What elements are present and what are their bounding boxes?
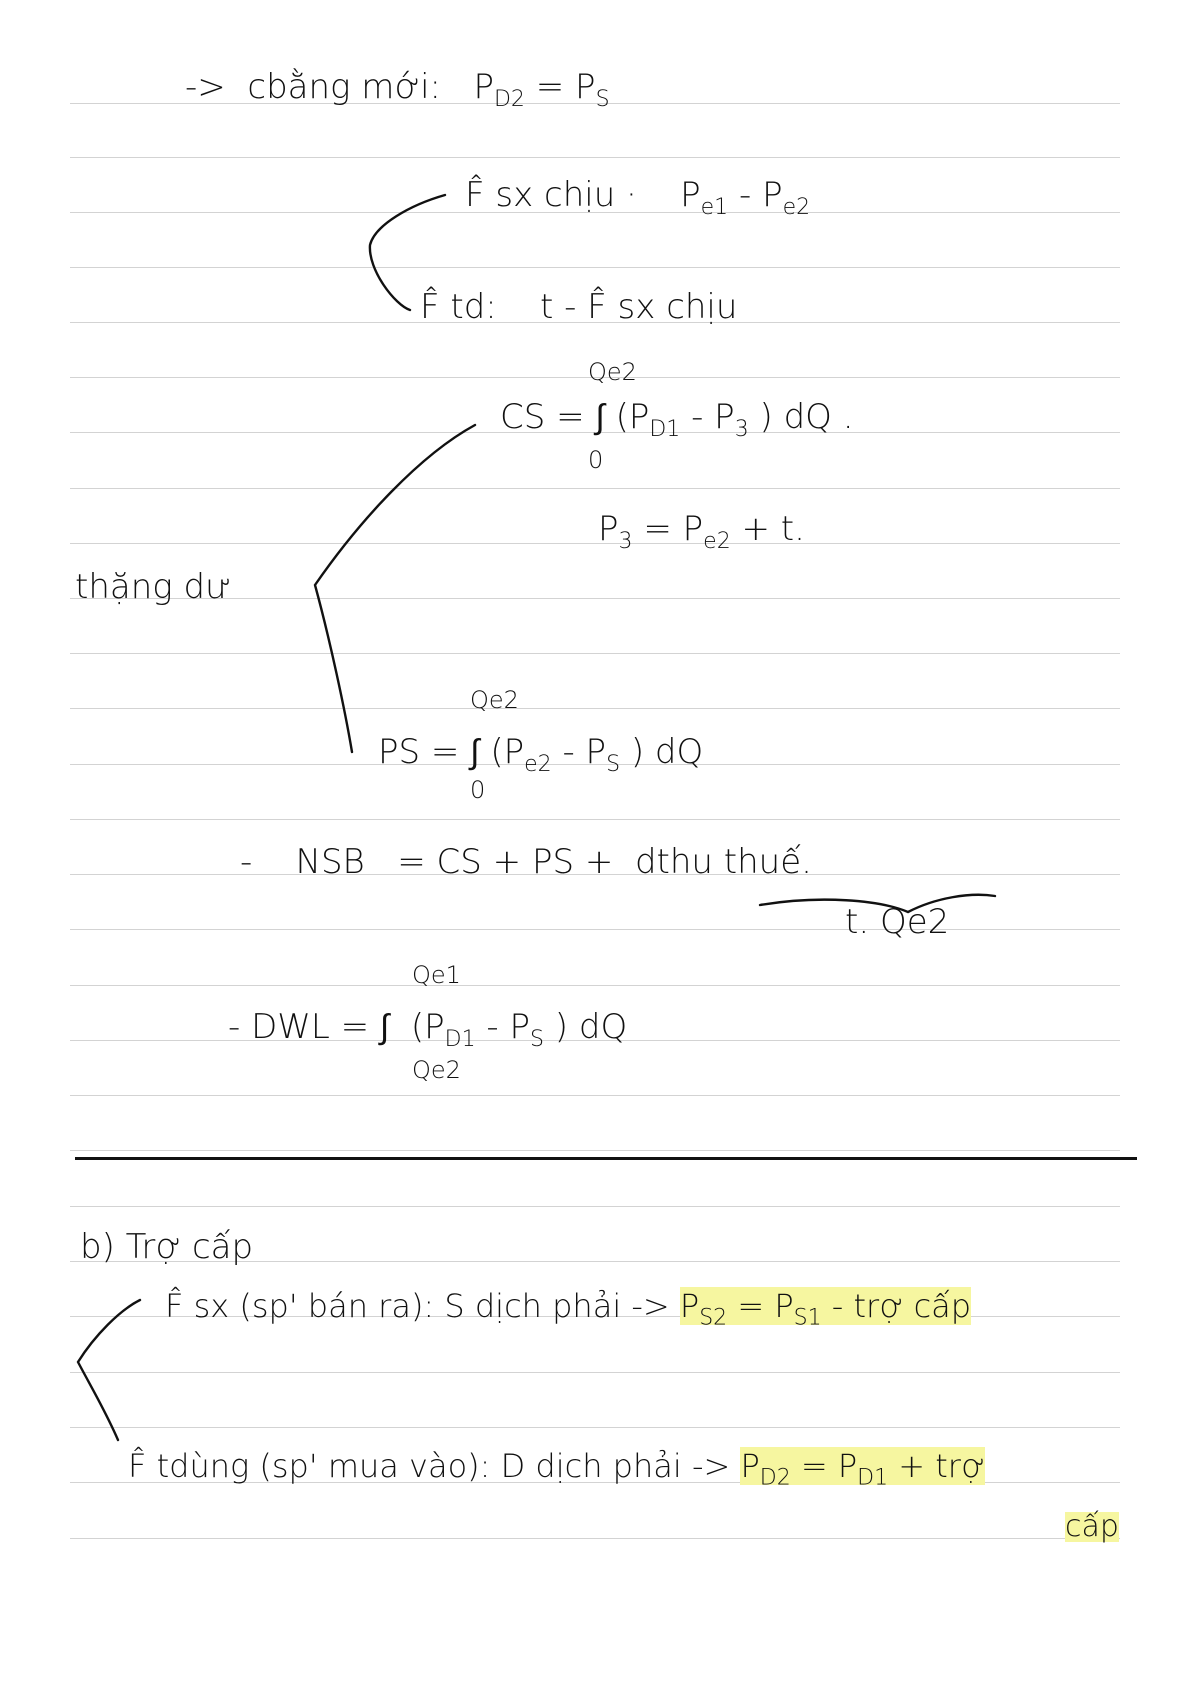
dwl-upper-limit: Qe1	[412, 961, 461, 989]
subsidy-producer-formula	[679, 1287, 972, 1331]
p3-plus: + t.	[741, 509, 805, 549]
integral-icon: ∫	[595, 397, 605, 437]
nsb-label: NSB	[295, 842, 365, 882]
ps-body: (P	[490, 732, 525, 772]
dwl-sub1: D1	[444, 1026, 476, 1052]
ps-lower-limit: 0	[470, 776, 486, 804]
subsidy-consumer-lhs-sub: D2	[759, 1465, 791, 1491]
nsb-dash: -	[240, 842, 253, 882]
eq-new-rhs: P	[575, 67, 596, 107]
cs-upper-limit: Qe2	[588, 358, 637, 386]
ps-mid: - P	[562, 732, 607, 772]
nsb-formula	[240, 842, 812, 882]
consumer-burden-text: F̂ td:	[420, 287, 497, 327]
nsb-tax: dthu thuế.	[634, 842, 812, 882]
integral-icon: ∫	[379, 1007, 390, 1047]
ps-upper-limit: Qe2	[470, 686, 519, 714]
subsidy-producer-text: F̂ sx (sp' bán ra): S dịch phải ->	[165, 1287, 670, 1325]
subsidy-producer-rhs: P	[774, 1287, 794, 1325]
subsidy-consumer-formula	[740, 1447, 986, 1491]
dwl-end: ) dQ	[554, 1007, 628, 1047]
producer-burden-line	[465, 175, 811, 220]
ps-label: PS =	[378, 732, 460, 772]
dwl-sub2: S	[530, 1026, 544, 1052]
eq-new-sub-2: 2	[510, 86, 525, 112]
p3-lhs-sub: 3	[618, 528, 633, 554]
dwl-body: (P	[410, 1007, 445, 1047]
subsidy-producer-eq: =	[737, 1287, 765, 1325]
subsidy-consumer-rhs-sub: D1	[857, 1465, 889, 1491]
producer-burden-p1: P	[680, 175, 701, 215]
producer-burden-minus: -	[738, 175, 752, 215]
producer-burden-text: F̂ sx chịu ·	[465, 175, 637, 215]
cs-mid: - P	[691, 397, 735, 437]
dwl-formula	[228, 1007, 628, 1052]
new-equilibrium-line	[185, 67, 610, 112]
subsidy-consumer-eq: =	[800, 1447, 828, 1485]
p3-eq: =	[643, 509, 672, 549]
producer-burden-s1: e1	[700, 194, 729, 220]
producer-burden-p2: P	[762, 175, 783, 215]
dwl-label: - DWL =	[228, 1007, 370, 1047]
producer-burden-s2: e2	[782, 194, 811, 220]
nsb-eq: = CS + PS +	[397, 842, 614, 882]
ps-end: ) dQ	[630, 732, 704, 772]
cs-sub1: D1	[649, 416, 681, 442]
subsidy-consumer-tail: + trợ	[898, 1447, 986, 1485]
eq-new-sub-d: D	[493, 86, 511, 112]
p3-formula	[598, 509, 805, 554]
dwl-lower-limit: Qe2	[412, 1056, 461, 1084]
dwl-mid: - P	[486, 1007, 531, 1047]
nsb-tax-note: t. Qe2	[845, 902, 950, 942]
consumer-burden-formula: t - F̂ sx chịu	[539, 287, 738, 327]
p3-rhs-sub: e2	[703, 528, 731, 554]
subsidy-consumer-text: F̂ tdùng (sp' mua vào): D dịch phải ->	[128, 1447, 731, 1485]
cs-end: ) dQ .	[759, 397, 854, 437]
consumer-burden-line	[420, 287, 738, 327]
p3-lhs: P	[598, 509, 619, 549]
eq-new-eq: =	[535, 67, 565, 107]
subsidy-heading: b) Trợ cấp	[80, 1227, 254, 1267]
subsidy-consumer-rhs: P	[837, 1447, 858, 1485]
cs-sub2: 3	[734, 416, 749, 442]
subsidy-producer-rhs-sub: S1	[793, 1305, 822, 1331]
cs-formula	[500, 397, 854, 442]
subsidy-producer-lhs-sub: S2	[699, 1305, 728, 1331]
eq-new-rhs-sub: S	[595, 86, 610, 112]
subsidy-consumer-line	[128, 1447, 986, 1491]
eq-new-p: P	[473, 67, 494, 107]
cs-label: CS =	[500, 397, 585, 437]
subsidy-producer-lhs: P	[679, 1287, 700, 1325]
cs-lower-limit: 0	[588, 446, 604, 474]
subsidy-consumer-tail2: cấp	[1065, 1509, 1119, 1544]
arrow-icon: ->	[185, 67, 226, 107]
ps-sub2: S	[606, 751, 621, 777]
surplus-label: thặng dư	[75, 567, 232, 607]
cs-body: (P	[615, 397, 650, 437]
p3-rhs: P	[682, 509, 704, 549]
ps-formula	[378, 732, 704, 777]
subsidy-producer-line	[165, 1287, 972, 1331]
ps-sub1: e2	[524, 751, 552, 777]
integral-icon: ∫	[470, 732, 480, 772]
subsidy-producer-tail: - trợ cấp	[831, 1287, 972, 1325]
subsidy-consumer-lhs: P	[740, 1447, 760, 1485]
eq-new-text: cbằng mới:	[247, 67, 442, 107]
